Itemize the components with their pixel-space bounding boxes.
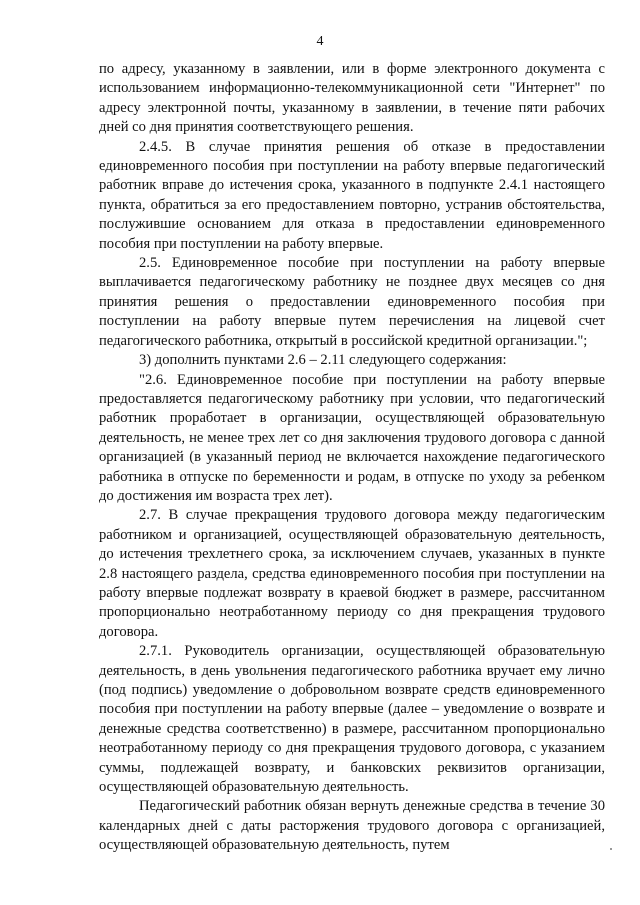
paragraph-2-7-1: 2.7.1. Руководитель организации, осуществляющей образовательную деятельность, в день увольнения педагогического работника вручает ему лично (под подпись) уведомление о добровольном возврате средств единовременного пособия при поступлении на работу впервые (далее – уведомление о возврате и денежные средства соответственно) в размере, рассчитанном пропорционально неотработанному периоду со дня прекращения трудового договора, с указанием суммы, подлежащей возврату, и банковских реквизитов организации, осуществляющей образовательную деятельность. <box>99 643 605 796</box>
paragraph-address-continuation: по адресу, указанному в заявлении, или в форме электронного документа с использованием информационно-телекоммуникационной сети "Интернет" по адресу электронной почты, указанному в заявлении, в течение пяти рабочих дней со дня принятия соответствующего решения. <box>99 61 605 136</box>
page-number: 4 <box>316 34 324 49</box>
paragraph-amendment-3: 3) дополнить пунктами 2.6 – 2.11 следующего содержания: <box>139 352 507 369</box>
scan-speck <box>610 848 612 850</box>
paragraph-2-7: 2.7. В случае прекращения трудового договора между педагогическим работником и организацией, осуществляющей образовательную деятельность, до истечения трехлетнего срока, за исключением случаев, указанных в пункте 2.8 настоящего раздела, средства единовременного пособия при поступлении на работу впервые подлежат возврату в краевой бюджет в размере, рассчитанном пропорционально неотработанному периоду со дня прекращения трудового договора. <box>99 507 605 640</box>
document-body <box>99 60 605 856</box>
paragraph-refund-obligation: Педагогический работник обязан вернуть денежные средства в течение 30 календарных дней с даты расторжения трудового договора с организацией, осуществляющей образовательную деятельность, путем <box>99 798 605 854</box>
paragraph-2-6: "2.6. Единовременное пособие при поступлении на работу впервые предоставляется педагогическому работнику при условии, что педагогический работник проработает в организации, осуществляющей образовательную деятельность, не менее трех лет со дня заключения трудового договора с данной организацией (в указанный период не включается нахождение педагогического работника в отпуске по беременности и родам, в отпуске по уходу за ребенком до достижения им возраста трех лет). <box>99 371 605 504</box>
paragraph-2-4-5: 2.4.5. В случае принятия решения об отказе в предоставлении единовременного пособия при поступлении на работу впервые педагогический работник вправе до истечения срока, указанного в подпункте 2.4.1 настоящего пункта, обратиться за его предоставлением повторно, устранив обстоятельства, послужившие основанием для отказа в предоставлении единовременного пособия при поступлении на работу впервые. <box>99 138 605 252</box>
paragraph-2-5: 2.5. Единовременное пособие при поступлении на работу впервые выплачивается педагогическому работнику не позднее двух месяцев со дня принятия решения о предоставлении единовременного пособия при поступлении на работу впервые путем перечисления на лицевой счет педагогического работника, открытый в российской кредитной организации."; <box>99 255 605 349</box>
